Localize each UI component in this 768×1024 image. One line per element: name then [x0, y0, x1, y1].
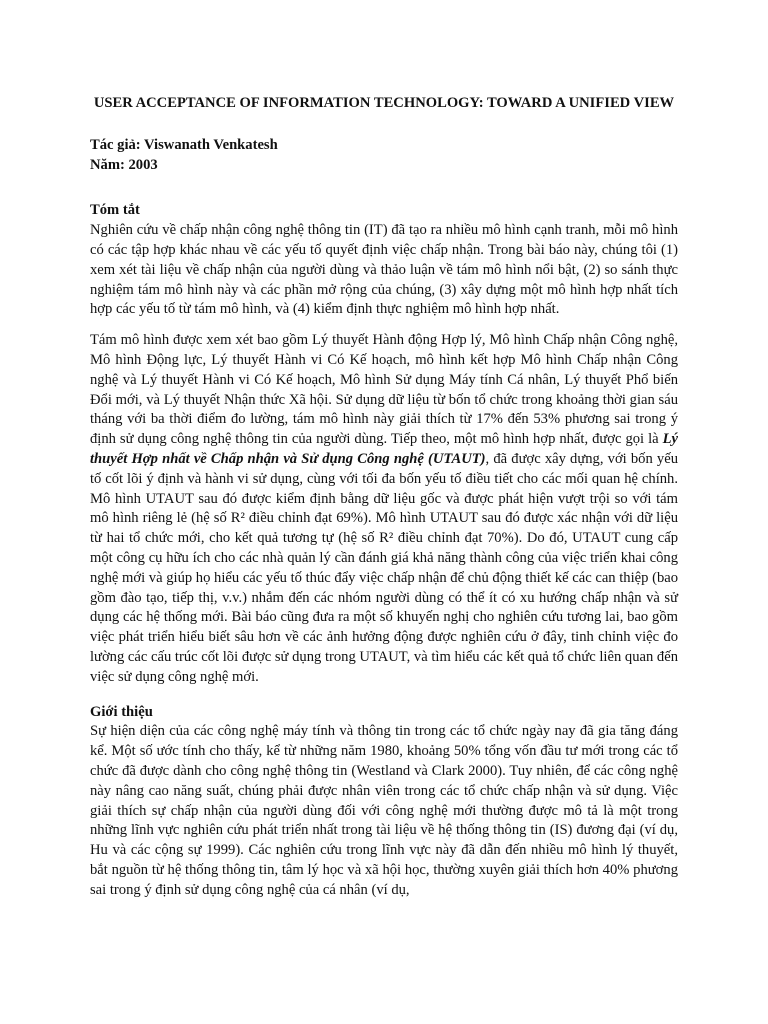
author-line: Tác giả: Viswanath Venkatesh — [90, 136, 278, 153]
abstract-paragraph-2 — [90, 331, 678, 687]
abstract-heading: Tóm tắt — [90, 202, 140, 219]
intro-paragraph-1: Sự hiện diện của các công nghệ máy tính và thông tin trong các tổ chức ngày nay đã gia tăng đáng kể. Một số ước tính cho thấy, kể từ những năm 1980, khoảng 50% tổng vốn đầu tư mới trong các tổ chức đã được dành cho công nghệ thông tin (Westland và Clark 2000). Tuy nhiên, để các công nghệ này nâng cao năng suất, chúng phải được nhân viên trong các tổ chức chấp nhận và sử dụng. Việc giải thích sự chấp nhận của người dùng đối với công nghệ mới thường được mô tả là một trong những lĩnh vực nghiên cứu phát triển nhất trong tài liệu về hệ thống thông tin (IS) đương đại (ví dụ, Hu và các cộng sự 1999). Các nghiên cứu trong lĩnh vực này đã dẫn đến nhiều mô hình lý thuyết, bắt nguồn từ hệ thống thông tin, tâm lý học và xã hội học, thường xuyên giải thích hơn 40% phương sai trong ý định sử dụng công nghệ của cá nhân (ví dụ, — [90, 723, 678, 898]
document-title: USER ACCEPTANCE OF INFORMATION TECHNOLOGY: TOWARD A UNIFIED VIEW — [93, 95, 675, 111]
utaut-emphasis: Lý thuyết Hợp nhất về Chấp nhận và Sử dụng Công nghệ (UTAUT) — [90, 431, 678, 467]
intro-heading: Giới thiệu — [90, 703, 153, 720]
abstract-p2-text-after: , đã được xây dựng, với bốn yếu tố cốt lõi ý định và hành vi sử dụng, cùng với tối đa bốn yếu tố điều tiết cho các mối quan hệ chính. Mô hình UTAUT sau đó được kiểm định bằng dữ liệu gốc và được phát hiện vượt trội so với tám mô hình riêng lẻ (hệ số R² điều chỉnh đạt 69%). Mô hình UTAUT sau đó được xác nhận với dữ liệu từ hai tổ chức mới, cho kết quả tương tự (hệ số R² điều chỉnh đạt 70%). Do đó, UTAUT cung cấp một công cụ hữu ích cho các nhà quản lý cần đánh giá khả năng thành công của việc triển khai công nghệ mới và giúp họ hiểu các yếu tố thúc đẩy việc chấp nhận để chủ động thiết kế các can thiệp (bao gồm đào tạo, tiếp thị, v.v.) nhắm đến các nhóm người dùng có thể ít có xu hướng chấp nhận và sử dụng các hệ thống mới. Bài báo cũng đưa ra một số khuyến nghị cho nghiên cứu tương lai, bao gồm việc phát triển hiểu biết sâu hơn về các ảnh hưởng động được nghiên cứu ở đây, tinh chỉnh việc đo lường các cấu trúc cốt lõi được sử dụng trong UTAUT, và tìm hiểu các kết quả tổ chức liên quan đến việc sử dụng công nghệ mới. — [90, 450, 679, 685]
year-line: Năm: 2003 — [90, 156, 158, 173]
abstract-paragraph-1: Nghiên cứu về chấp nhận công nghệ thông tin (IT) đã tạo ra nhiều mô hình cạnh tranh, mỗi mô hình có các tập hợp khác nhau về các yếu tố quyết định việc chấp nhận. Trong bài báo này, chúng tôi (1) xem xét tài liệu về chấp nhận của người dùng và thảo luận về tám mô hình nổi bật, (2) so sánh thực nghiệm tám mô hình này và các phần mở rộng của chúng, (3) xây dựng một mô hình hợp nhất tích hợp các yếu tố từ tám mô hình, và (4) kiểm định thực nghiệm mô hình hợp nhất. — [90, 222, 678, 318]
document-meta — [90, 136, 678, 176]
abstract-p2-text-before: Tám mô hình được xem xét bao gồm Lý thuyết Hành động Hợp lý, Mô hình Chấp nhận Công nghệ, Mô hình Động lực, Lý thuyết Hành vi Có Kế hoạch, mô hình kết hợp Mô hình Chấp nhận Công nghệ và Lý thuyết Hành vi Có Kế hoạch, Mô hình Sử dụng Máy tính Cá nhân, Lý thuyết Phổ biến Đổi mới, và Lý thuyết Nhận thức Xã hội. Sử dụng dữ liệu từ bốn tổ chức trong khoảng thời gian sáu tháng với ba thời điểm đo lường, tám mô hình này giải thích từ 17% đến 53% phương sai trong ý định sử dụng công nghệ thông tin của người dùng. Tiếp theo, một mô hình hợp nhất, được gọi là — [90, 332, 678, 448]
document-page — [90, 94, 678, 900]
